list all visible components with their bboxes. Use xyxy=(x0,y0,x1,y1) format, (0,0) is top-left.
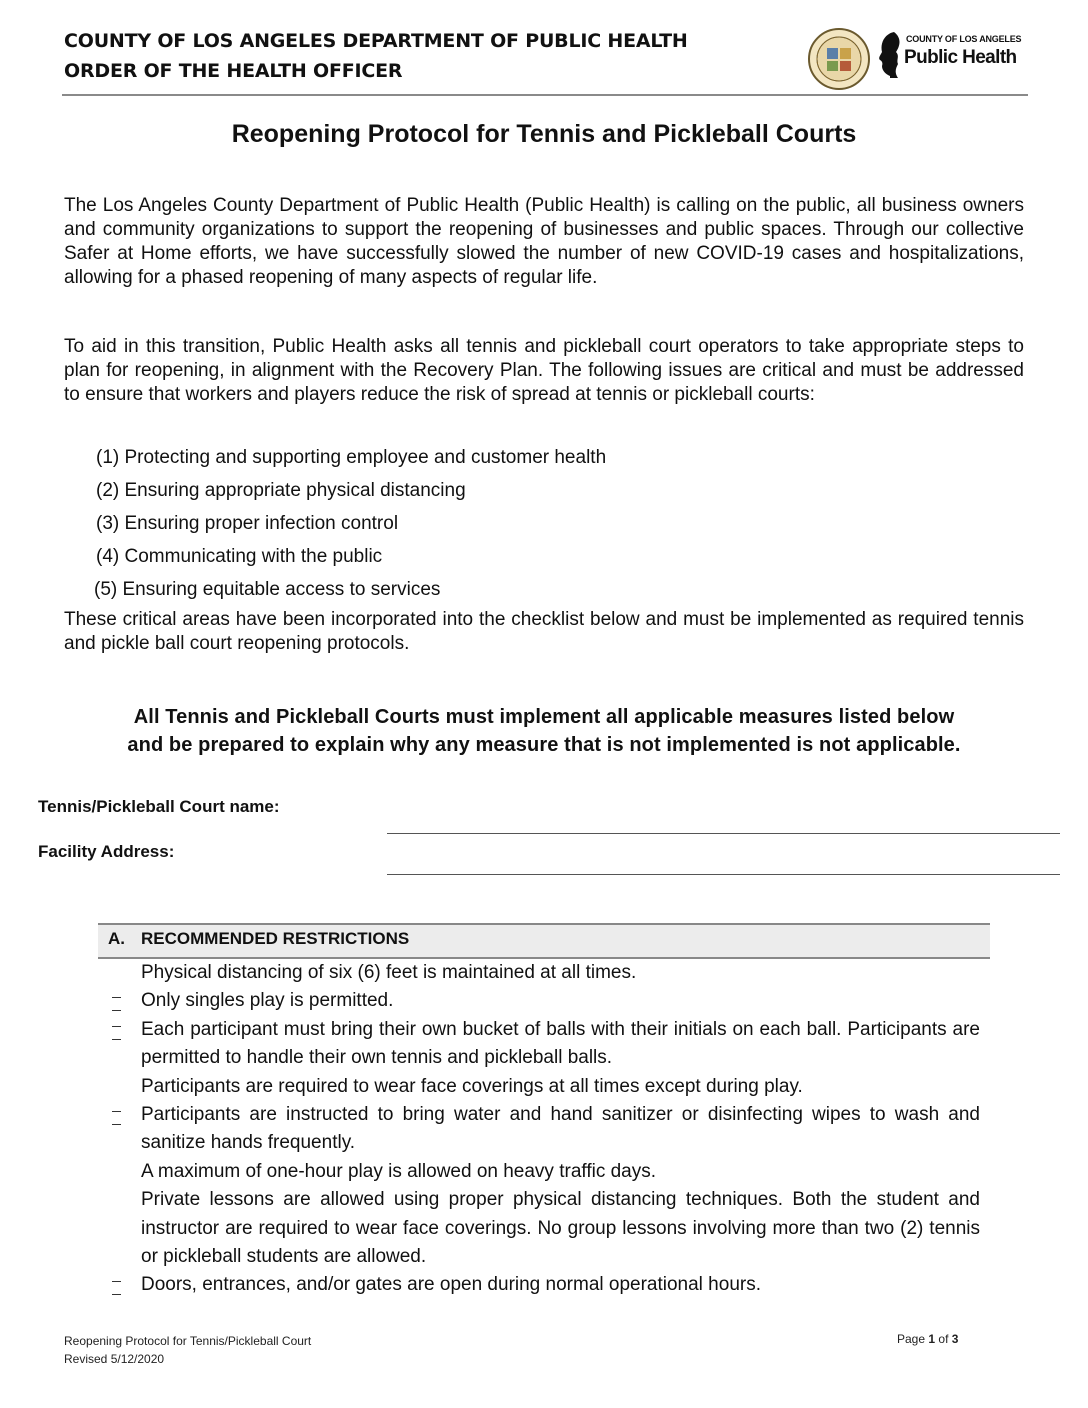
critical-issues-list xyxy=(96,441,796,606)
checkbox[interactable] xyxy=(112,1111,121,1125)
checklist-item xyxy=(98,959,990,987)
checklist-item xyxy=(98,1073,990,1101)
footer-revised: Revised 5/12/2020 xyxy=(64,1352,165,1366)
section-letter: A. xyxy=(108,929,125,948)
page-number xyxy=(897,1332,958,1346)
logo-big-text: Public Health xyxy=(904,47,1017,68)
footer-doc-name: Reopening Protocol for Tennis/Pickleball Court xyxy=(64,1334,312,1348)
checklist-item xyxy=(98,987,990,1015)
checklist-item-text: Doors, entrances, and/or gates are open during normal operational hours. xyxy=(141,1274,761,1296)
facility-address-field[interactable] xyxy=(387,874,1060,875)
page-label: Page xyxy=(897,1332,926,1346)
issue-item: (3) Ensuring proper infection control xyxy=(96,513,399,534)
notice-line: All Tennis and Pickleball Courts must implement all applicable measures listed below xyxy=(133,706,955,728)
checklist-item xyxy=(98,1158,990,1186)
public-health-profile-icon xyxy=(876,30,906,80)
logo-small-text: COUNTY OF LOS ANGELES xyxy=(906,34,1022,44)
issue-item: (4) Communicating with the public xyxy=(96,546,383,567)
checklist-item xyxy=(98,1101,990,1158)
checklist-item-text: Only singles play is permitted. xyxy=(141,990,394,1012)
restrictions-checklist xyxy=(98,959,990,1300)
checklist-item xyxy=(98,1271,990,1299)
facility-address-label: Facility Address: xyxy=(38,842,175,861)
issue-item: (1) Protecting and supporting employee and customer health xyxy=(96,447,607,468)
checkbox[interactable] xyxy=(112,1026,121,1040)
court-name-field[interactable] xyxy=(387,833,1060,834)
checklist-item-text: Participants are required to wear face coverings at all times except during play. xyxy=(141,1075,803,1097)
document-title: Reopening Protocol for Tennis and Pickleball Courts xyxy=(231,120,857,148)
checklist-note: These critical areas have been incorporated into the checklist below and must be implemented as required tennis and pickle ball court reopening protocols. xyxy=(64,609,1024,654)
county-seal-icon xyxy=(808,28,870,90)
page-total: 3 xyxy=(951,1332,959,1346)
page-of: of xyxy=(938,1332,949,1346)
notice-line: and be prepared to explain why any measure that is not implemented is not applicable. xyxy=(127,734,961,756)
header-department: COUNTY OF LOS ANGELES DEPARTMENT OF PUBLIC HEALTH xyxy=(64,30,688,52)
court-name-label: Tennis/Pickleball Court name: xyxy=(38,797,280,816)
checklist-item xyxy=(98,1186,990,1271)
checklist-item-text: Each participant must bring their own bucket of balls with their initials on each ball. Participants are permitted to handle their own tennis and pickleball balls. xyxy=(141,1018,980,1069)
intro-paragraph: The Los Angeles County Department of Public Health (Public Health) is calling on the public, all business owners and community organizations to support the reopening of businesses and public spaces. Through our collective Safer at Home efforts, we have successfully slowed the number of new COVID-19 cases and hospitalizations, allowing for a phased reopening of many aspects of regular life. xyxy=(64,195,1024,288)
checklist-item-text: Private lessons are allowed using proper physical distancing techniques. Both the student and instructor are required to wear face coverings. No group lessons involving more than two (2) tennis or pickleball students are allowed. xyxy=(141,1189,980,1268)
checkbox[interactable] xyxy=(112,1281,121,1295)
checklist-item-text: A maximum of one-hour play is allowed on heavy traffic days. xyxy=(141,1160,657,1182)
transition-paragraph: To aid in this transition, Public Health asks all tennis and pickleball court operators to take appropriate steps to plan for reopening, in alignment with the Recovery Plan. The following issues are critical and must be addressed to ensure that workers and players reduce the risk of spread at tennis or pickleball courts: xyxy=(64,336,1024,405)
checklist-item-text: Participants are instructed to bring water and hand sanitizer or disinfecting wipes to wash and sanitize hands frequently. xyxy=(141,1104,980,1154)
implementation-notice xyxy=(0,703,1088,759)
issue-item: (5) Ensuring equitable access to services xyxy=(94,579,441,600)
issue-item: (2) Ensuring appropriate physical distancing xyxy=(96,480,466,501)
header-order: ORDER OF THE HEALTH OFFICER xyxy=(64,60,403,82)
footer-doc-info xyxy=(64,1332,311,1368)
page-current: 1 xyxy=(928,1332,936,1346)
checklist-item xyxy=(98,1016,990,1073)
checklist-item-text: Physical distancing of six (6) feet is maintained at all times. xyxy=(141,962,637,983)
section-title: RECOMMENDED RESTRICTIONS xyxy=(141,929,410,948)
checkbox[interactable] xyxy=(112,997,121,1011)
section-header xyxy=(98,925,990,957)
header-divider xyxy=(62,94,1028,96)
